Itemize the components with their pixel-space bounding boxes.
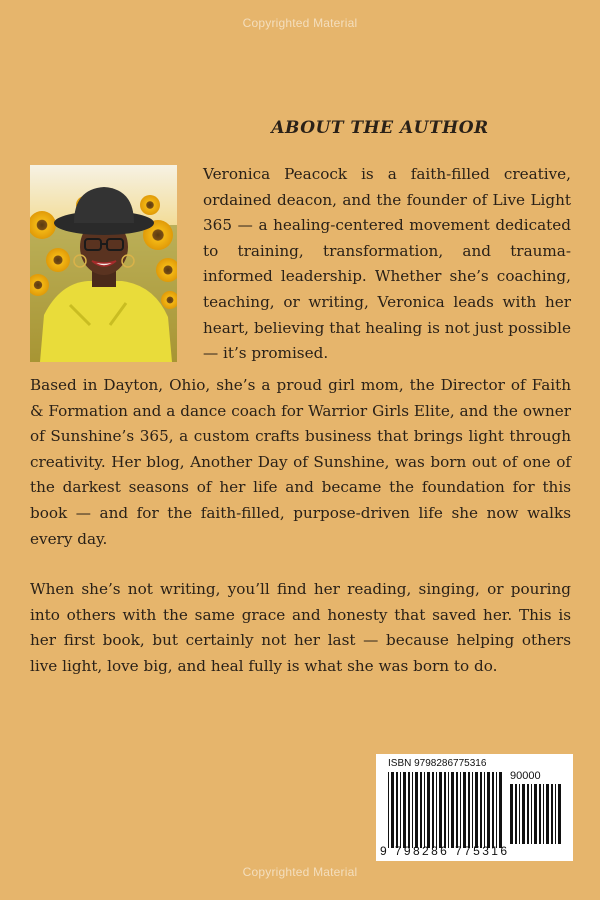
barcode-bar [460,772,461,848]
barcode-bar [546,784,549,844]
bio-paragraph-2: Based in Dayton, Ohio, she’s a proud girl mom, the Director of Faith & Formation and a dance coach for Warrior Girls Elite, and the owner of Sunshine’s 365, a custom crafts business that brings light through creativity. Her blog, Another Day of Sunshine, was born out of one of the darkest seasons of her life and became the foundation for this book — and for the faith-filled, purpose-driven life she now walks every day. [30,376,571,548]
barcode-bar [415,772,418,848]
barcode-bar [492,772,494,848]
barcode-bar [543,784,544,844]
isbn-barcode [376,754,573,861]
barcode-bar [555,784,556,844]
bio-paragraph-1: Veronica Peacock is a faith-filled creative, ordained deacon, and the founder of Live Light 365 — a healing-centered movement dedicated to training, transformation, and trauma-informed leadership. Whether she’s coaching, teaching, or writing, Veronica leads with her heart, believing that healing is not just possible — it’s promised. [203,165,571,363]
barcode-bar [515,784,517,844]
isbn-label: ISBN 9798286775316 [388,758,487,769]
watermark-top: Copyrighted Material [242,16,358,30]
barcode-bar [534,784,537,844]
barcode-bar [551,784,553,844]
author-photo [30,165,177,362]
barcode-bar [400,772,401,848]
barcode-bar [424,772,425,848]
price-code: 90000 [510,770,541,782]
barcode-bar [412,772,413,848]
barcode-bar [396,772,398,848]
barcode-bar [499,772,502,848]
barcode-bar [472,772,473,848]
barcode-bar [436,772,437,848]
barcode-bar [427,772,430,848]
barcode-bar [456,772,458,848]
barcode-bar [480,772,482,848]
barcode-bar [531,784,532,844]
barcode-bar [527,784,529,844]
barcode-main-bars [388,772,503,848]
barcode-bar [388,772,389,848]
barcode-bar [468,772,470,848]
barcode-bar [448,772,449,848]
barcode-bar [558,784,561,844]
barcode-bar [539,784,541,844]
barcode-addon-bars [510,784,562,844]
barcode-bar [519,784,520,844]
barcode-bar [487,772,490,848]
barcode-digits: 9 798286 775316 [380,844,510,858]
barcode-bar [484,772,485,848]
barcode-bar [432,772,434,848]
barcode-bar [522,784,525,844]
barcode-bar [403,772,406,848]
barcode-bar [510,784,513,844]
barcode-bar [451,772,454,848]
barcode-bar [391,772,394,848]
barcode-bar [439,772,442,848]
section-heading: ABOUT THE AUTHOR [271,118,489,138]
barcode-bar [420,772,422,848]
bio-paragraph-3: When she’s not writing, you’ll find her reading, singing, or pouring into others with the same grace and honesty that saved her. This is her first book, but certainly not her last — because helping others live light, love big, and heal fully is what she was born to do. [30,580,571,675]
watermark-bottom: Copyrighted Material [242,865,358,879]
barcode-bar [444,772,446,848]
barcode-bar [496,772,497,848]
barcode-bar [475,772,478,848]
barcode-bar [408,772,410,848]
barcode-bar [463,772,466,848]
